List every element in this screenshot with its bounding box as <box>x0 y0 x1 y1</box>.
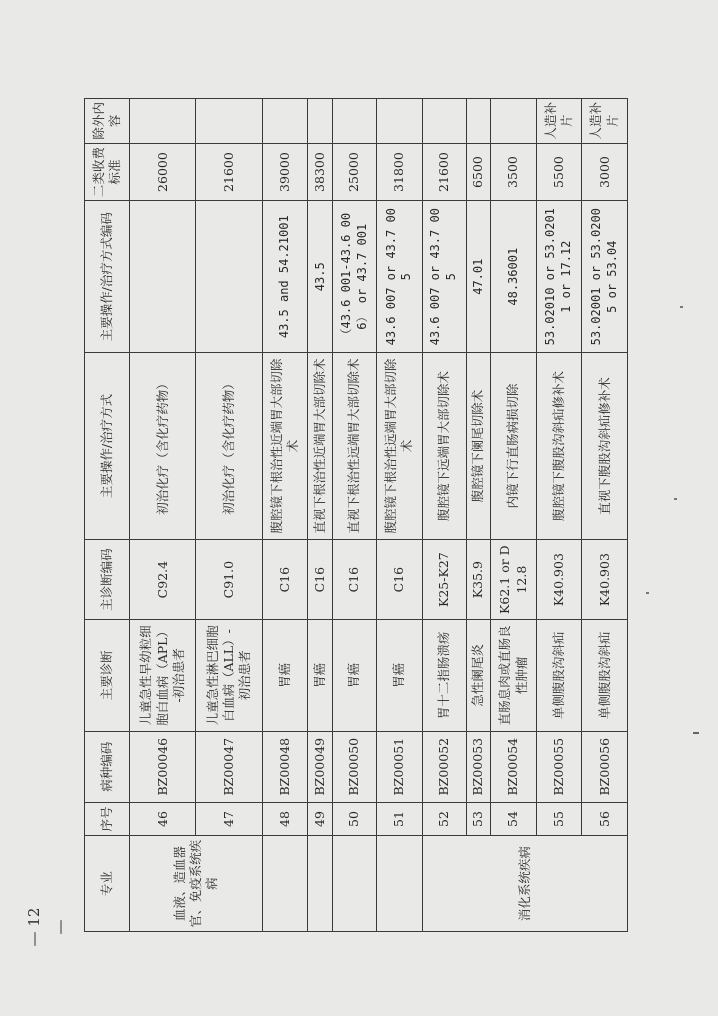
code-cell: BZ00049 <box>308 731 333 802</box>
procedure-cell: 初治化疗（含化疗药物） <box>130 352 196 539</box>
header-code: 病种编码 <box>85 731 130 802</box>
specialty-cell-empty <box>377 836 423 932</box>
diagnosis-cell: 胃癌 <box>308 620 333 731</box>
proc-code-cell: 43.5 and 54.21001 <box>262 201 308 352</box>
diag-code-cell: C16 <box>333 540 377 620</box>
header-diag-code: 主诊断编码 <box>85 540 130 620</box>
exclude-cell <box>466 99 491 144</box>
exclude-cell <box>130 99 196 144</box>
diag-code-cell: K40.903 <box>582 540 628 620</box>
code-cell: BZ00055 <box>536 731 582 802</box>
proc-code-cell: 48.36001 <box>491 201 537 352</box>
table-row <box>130 99 196 932</box>
fee-cell: 31800 <box>377 143 423 201</box>
diagnosis-cell: 儿童急性早幼粒细胞白血病（APL）-初治患者 <box>130 620 196 731</box>
diag-code-cell: K62.1 or D12.8 <box>491 540 537 620</box>
diagnosis-cell: 胃癌 <box>262 620 308 731</box>
fee-cell: 3000 <box>582 143 628 201</box>
proc-code-cell: （43.6 001-43.6 006） or 43.7 001 <box>333 201 377 352</box>
code-cell: BZ00047 <box>196 731 262 802</box>
proc-code-cell: 43.6 007 or 43.7 005 <box>377 201 423 352</box>
proc-code-cell: 53.02010 or 53.02011 or 17.12 <box>536 201 582 352</box>
table-row <box>466 99 491 932</box>
diag-code-cell: C91.0 <box>196 540 262 620</box>
scan-speck <box>680 306 683 308</box>
seq-cell: 48 <box>262 802 308 835</box>
table-row <box>262 99 308 932</box>
table-row <box>196 99 262 932</box>
header-fee: 二类收费标准 <box>85 143 130 201</box>
fee-cell: 25000 <box>333 143 377 201</box>
procedure-cell: 直视下腹股沟斜疝修补术 <box>582 352 628 539</box>
procedure-cell: 初治化疗（含化疗药物） <box>196 352 262 539</box>
page-number: — 12 — <box>25 907 69 947</box>
exclude-cell <box>422 99 466 144</box>
exclude-cell <box>262 99 308 144</box>
header-exclude: 除外内容 <box>85 99 130 144</box>
seq-cell: 54 <box>491 802 537 835</box>
seq-cell: 50 <box>333 802 377 835</box>
proc-code-cell: 53.02001 or 53.02005 or 53.04 <box>582 201 628 352</box>
seq-cell: 52 <box>422 802 466 835</box>
code-cell: BZ00046 <box>130 731 196 802</box>
exclude-cell: 人造补片 <box>536 99 582 144</box>
fee-table <box>84 98 628 932</box>
scan-speck <box>674 498 677 500</box>
specialty-cell-empty <box>333 836 377 932</box>
exclude-cell <box>333 99 377 144</box>
fee-cell: 21600 <box>422 143 466 201</box>
fee-cell: 5500 <box>536 143 582 201</box>
procedure-cell: 内镜下行直肠病损切除 <box>491 352 537 539</box>
fee-cell: 3500 <box>491 143 537 201</box>
header-specialty: 专业 <box>85 836 130 932</box>
procedure-cell: 腹腔镜下远端胃大部切除术 <box>422 352 466 539</box>
seq-cell: 56 <box>582 802 628 835</box>
rotated-table-wrapper <box>84 98 628 932</box>
header-proc-code: 主要操作/治疗方式编码 <box>85 201 130 352</box>
diagnosis-cell: 胃癌 <box>333 620 377 731</box>
diag-code-cell: K25-K27 <box>422 540 466 620</box>
scan-speck <box>646 592 649 594</box>
fee-cell: 6500 <box>466 143 491 201</box>
table-row <box>536 99 582 932</box>
specialty-cell-blood: 血液、造血器官、免疫系统疾病 <box>130 836 263 932</box>
code-cell: BZ00052 <box>422 731 466 802</box>
seq-cell: 55 <box>536 802 582 835</box>
header-diagnosis: 主要诊断 <box>85 620 130 731</box>
proc-code-cell: 47.01 <box>466 201 491 352</box>
table-row <box>582 99 628 932</box>
diag-code-cell: C92.4 <box>130 540 196 620</box>
code-cell: BZ00048 <box>262 731 308 802</box>
proc-code-cell <box>130 201 196 352</box>
header-procedure: 主要操作/治疗方式 <box>85 352 130 539</box>
code-cell: BZ00051 <box>377 731 423 802</box>
diagnosis-cell: 单侧腹股沟斜疝 <box>536 620 582 731</box>
proc-code-cell <box>196 201 262 352</box>
diag-code-cell: C16 <box>377 540 423 620</box>
diagnosis-cell: 单侧腹股沟斜疝 <box>582 620 628 731</box>
diag-code-cell: K40.903 <box>536 540 582 620</box>
diag-code-cell: K35.9 <box>466 540 491 620</box>
seq-cell: 46 <box>130 802 196 835</box>
code-cell: BZ00053 <box>466 731 491 802</box>
seq-cell: 49 <box>308 802 333 835</box>
exclude-cell <box>377 99 423 144</box>
procedure-cell: 腹腔镜下根治性近端胃大部切除术 <box>262 352 308 539</box>
procedure-cell: 直视下根治性近端胃大部切除术 <box>308 352 333 539</box>
procedure-cell: 腹腔镜下腹股沟斜疝修补术 <box>536 352 582 539</box>
table-row <box>491 99 537 932</box>
table-row <box>333 99 377 932</box>
exclude-cell <box>491 99 537 144</box>
table-row <box>422 99 466 932</box>
seq-cell: 51 <box>377 802 423 835</box>
proc-code-cell: 43.6 007 or 43.7 005 <box>422 201 466 352</box>
specialty-cell-digestive: 消化系统疾病 <box>422 836 627 932</box>
fee-cell: 26000 <box>130 143 196 201</box>
diagnosis-cell: 急性阑尾炎 <box>466 620 491 731</box>
diagnosis-cell: 胃癌 <box>377 620 423 731</box>
procedure-cell: 腹腔镜下根治性远端胃大部切除术 <box>377 352 423 539</box>
header-seq: 序号 <box>85 802 130 835</box>
table-row <box>377 99 423 932</box>
exclude-cell <box>196 99 262 144</box>
diag-code-cell: C16 <box>308 540 333 620</box>
code-cell: BZ00050 <box>333 731 377 802</box>
seq-cell: 47 <box>196 802 262 835</box>
procedure-cell: 腹腔镜下阑尾切除术 <box>466 352 491 539</box>
diagnosis-cell: 胃十二指肠溃疡 <box>422 620 466 731</box>
exclude-cell: 人造补片 <box>582 99 628 144</box>
proc-code-cell: 43.5 <box>308 201 333 352</box>
scan-mark <box>693 732 699 734</box>
exclude-cell <box>308 99 333 144</box>
procedure-cell: 直视下根治性远端胃大部切除术 <box>333 352 377 539</box>
specialty-cell-empty <box>308 836 333 932</box>
diagnosis-cell: 直肠息肉或直肠良性肿瘤 <box>491 620 537 731</box>
diag-code-cell: C16 <box>262 540 308 620</box>
fee-cell: 38300 <box>308 143 333 201</box>
header-row <box>85 99 130 932</box>
code-cell: BZ00056 <box>582 731 628 802</box>
seq-cell: 53 <box>466 802 491 835</box>
fee-cell: 39000 <box>262 143 308 201</box>
fee-cell: 21600 <box>196 143 262 201</box>
specialty-cell-empty <box>262 836 308 932</box>
code-cell: BZ00054 <box>491 731 537 802</box>
diagnosis-cell: 儿童急性淋巴细胞白血病（ALL）-初治患者 <box>196 620 262 731</box>
table-row <box>308 99 333 932</box>
